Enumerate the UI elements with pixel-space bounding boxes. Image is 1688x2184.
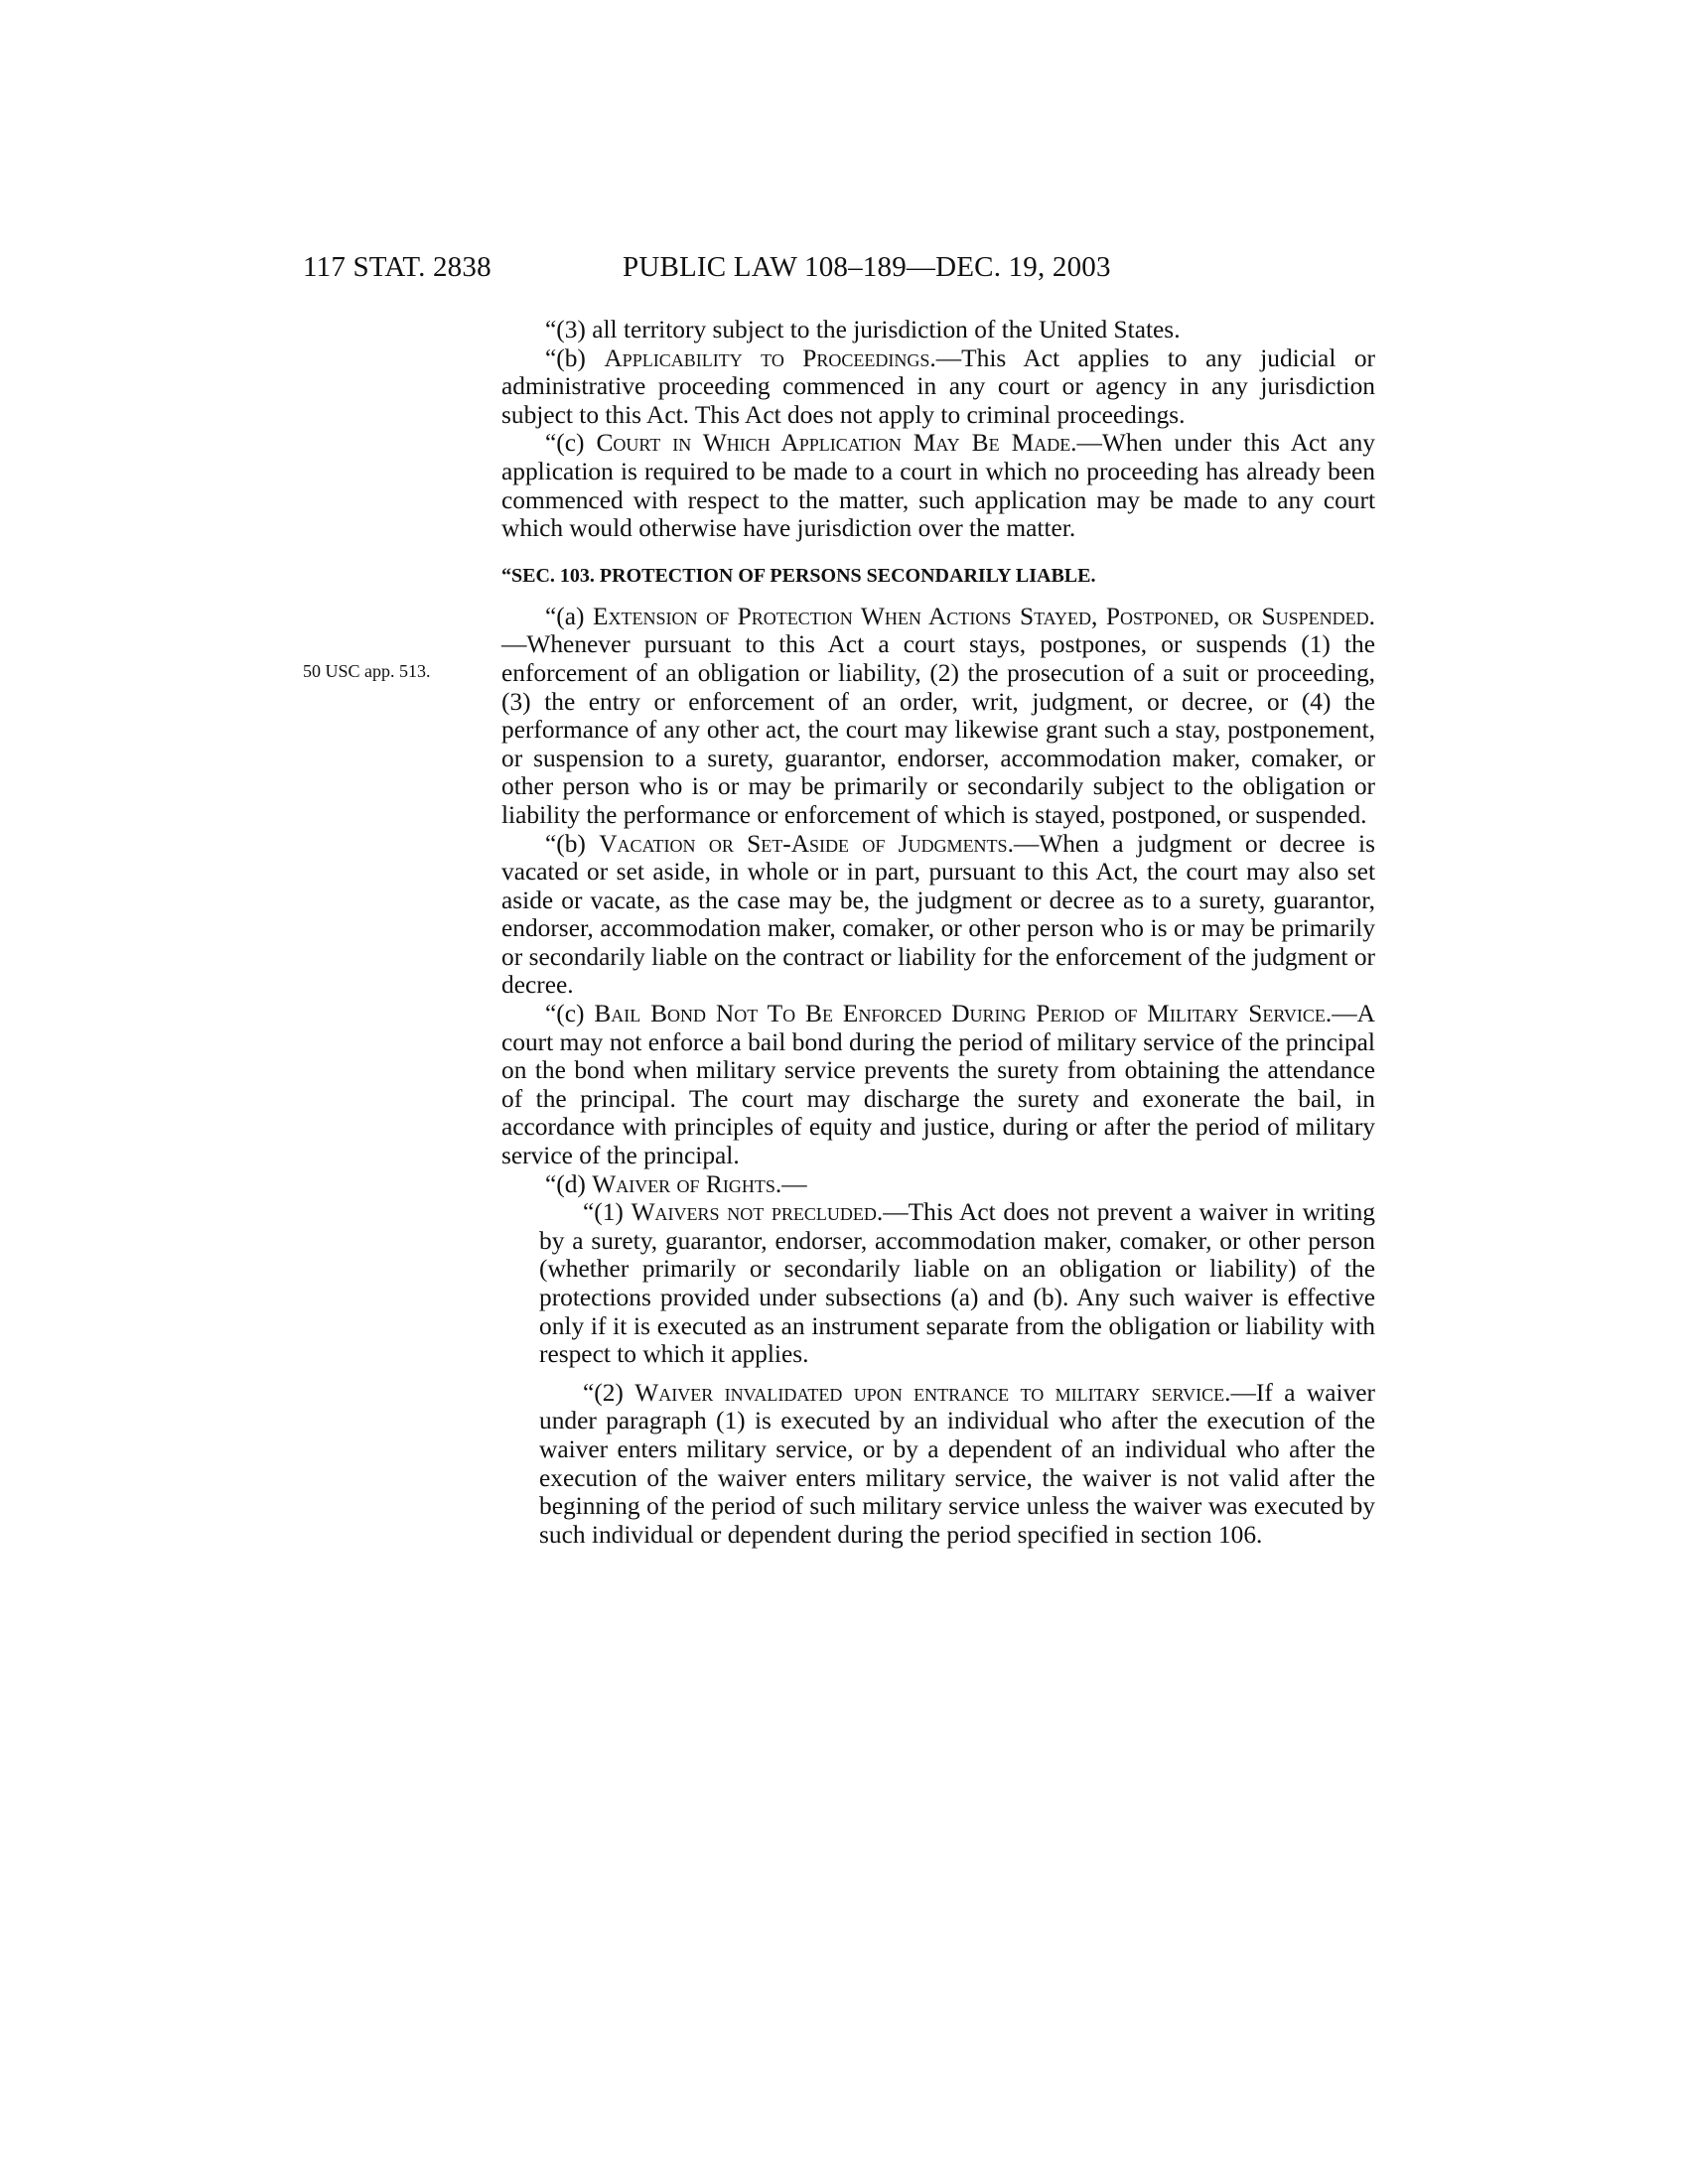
paragraph-a3: “(3) all territory subject to the jurisdiction of the United States. — [545, 316, 1181, 343]
paragraph-heading: Waivers not precluded. — [631, 1198, 884, 1227]
paragraph-heading: Waiver invalidated upon entrance to military service. — [634, 1378, 1231, 1407]
subsection-number: “(b) — [545, 829, 600, 858]
subsection-b-applicability — [501, 344, 1375, 430]
paragraph-text: —If a waiver under paragraph (1) is executed by an individual who after the execution of the waiver enters military service, or by a dependent of an individual who after the execution of the waiver enters military service, the waiver is not valid after the beginning of the period of such military service unless the waiver was executed by such individual or dependent during the period specified in section 106. — [539, 1378, 1375, 1549]
sec103-subsection-a — [501, 603, 1375, 830]
subsection-number: “(b) — [545, 343, 605, 372]
subsection-text: —A court may not enforce a bail bond during the period of military service of the principal on the bond when military service prevents the surety from obtaining the attendance of the principal. The court may discharge the surety and exonerate the bail, in accordance with principles of equity and justice, during or after the period of military service of the principal. — [501, 1000, 1375, 1170]
subsection-number: “(c) — [545, 429, 597, 458]
paragraph-number: “(2) — [583, 1378, 635, 1407]
subsection-text: —When under this Act any application is required to be made to a court in which no proceeding has already been commenced with respect to the matter, such application may be made to any court which would otherwise have jurisdiction over the matter. — [501, 429, 1375, 543]
subsection-text: —This Act applies to any judicial or administrative proceeding commenced in any court or agency in any jurisdiction subject to this Act. This Act does not apply to criminal proceedings. — [501, 343, 1375, 429]
subsection-c-court-application — [501, 429, 1375, 542]
usc-margin-citation: 50 USC app. 513. — [303, 661, 431, 681]
paragraph-text: —This Act does not prevent a waiver in writing by a surety, guarantor, endorser, accommodation maker, comaker, or other person (whether primarily or secondarily liable on an obligation or liability) of the protections provided under subsections (a) and (b). Any such waiver is effective only if it is executed as an instrument separate from the obligation or liability with respect to which it applies. — [539, 1198, 1375, 1369]
document-body — [501, 316, 1375, 1549]
statute-page-reference: 117 STAT. 2838 — [303, 251, 492, 283]
subsection-text: — — [781, 1169, 807, 1198]
public-law-title: PUBLIC LAW 108–189—DEC. 19, 2003 — [623, 251, 1111, 283]
sec103-subsection-b — [501, 830, 1375, 1001]
sec103-subsection-c — [501, 1000, 1375, 1170]
section-103-heading: “SEC. 103. PROTECTION OF PERSONS SECONDARILY LIABLE. — [501, 564, 1096, 587]
subsection-heading: Vacation or Set-Aside of Judgments. — [599, 829, 1014, 858]
subsection-heading: Extension of Protection When Actions Stayed, Postponed, or Suspended. — [593, 602, 1375, 630]
subsection-number: “(a) — [545, 602, 594, 630]
subsection-text: —When a judgment or decree is vacated or set aside, in whole or in part, pursuant to this Act, the court may also set aside or vacate, as the case may be, the judgment or decree as to a surety, guarantor, endorser, accommodation maker, comaker, or other person who is or may be primarily or secondarily liable on the contract or liability for the enforcement of the judgment or decree. — [501, 829, 1375, 1000]
subsection-text: —Whenever pursuant to this Act a court stays, postpones, or suspends (1) the enforcement of an obligation or liability, (2) the prosecution of a suit or proceeding, (3) the entry or enforcement of an order, writ, judgment, or decree, or (4) the performance of any other act, the court may likewise grant such a stay, postponement, or suspension to a surety, guarantor, endorser, accommodation maker, comaker, or other person who is or may be primarily or secondarily subject to the obligation or liability the performance or enforcement of which is stayed, postponed, or suspended. — [501, 630, 1375, 829]
subsection-number: “(d) — [545, 1169, 593, 1198]
paragraph-number: “(1) — [583, 1198, 632, 1227]
sec103-paragraph-d1 — [501, 1198, 1375, 1369]
sec103-subsection-d — [501, 1170, 1375, 1199]
page-header — [303, 251, 1226, 291]
subsection-heading: Bail Bond Not To Be Enforced During Period of Military Service. — [594, 1000, 1333, 1028]
subsection-number: “(c) — [545, 1000, 595, 1028]
subsection-heading: Court in Which Application May Be Made. — [596, 429, 1077, 458]
sec103-paragraph-d2 — [501, 1379, 1375, 1550]
subsection-heading: Waiver of Rights. — [592, 1169, 782, 1198]
subsection-heading: Applicability to Proceedings. — [604, 343, 936, 372]
